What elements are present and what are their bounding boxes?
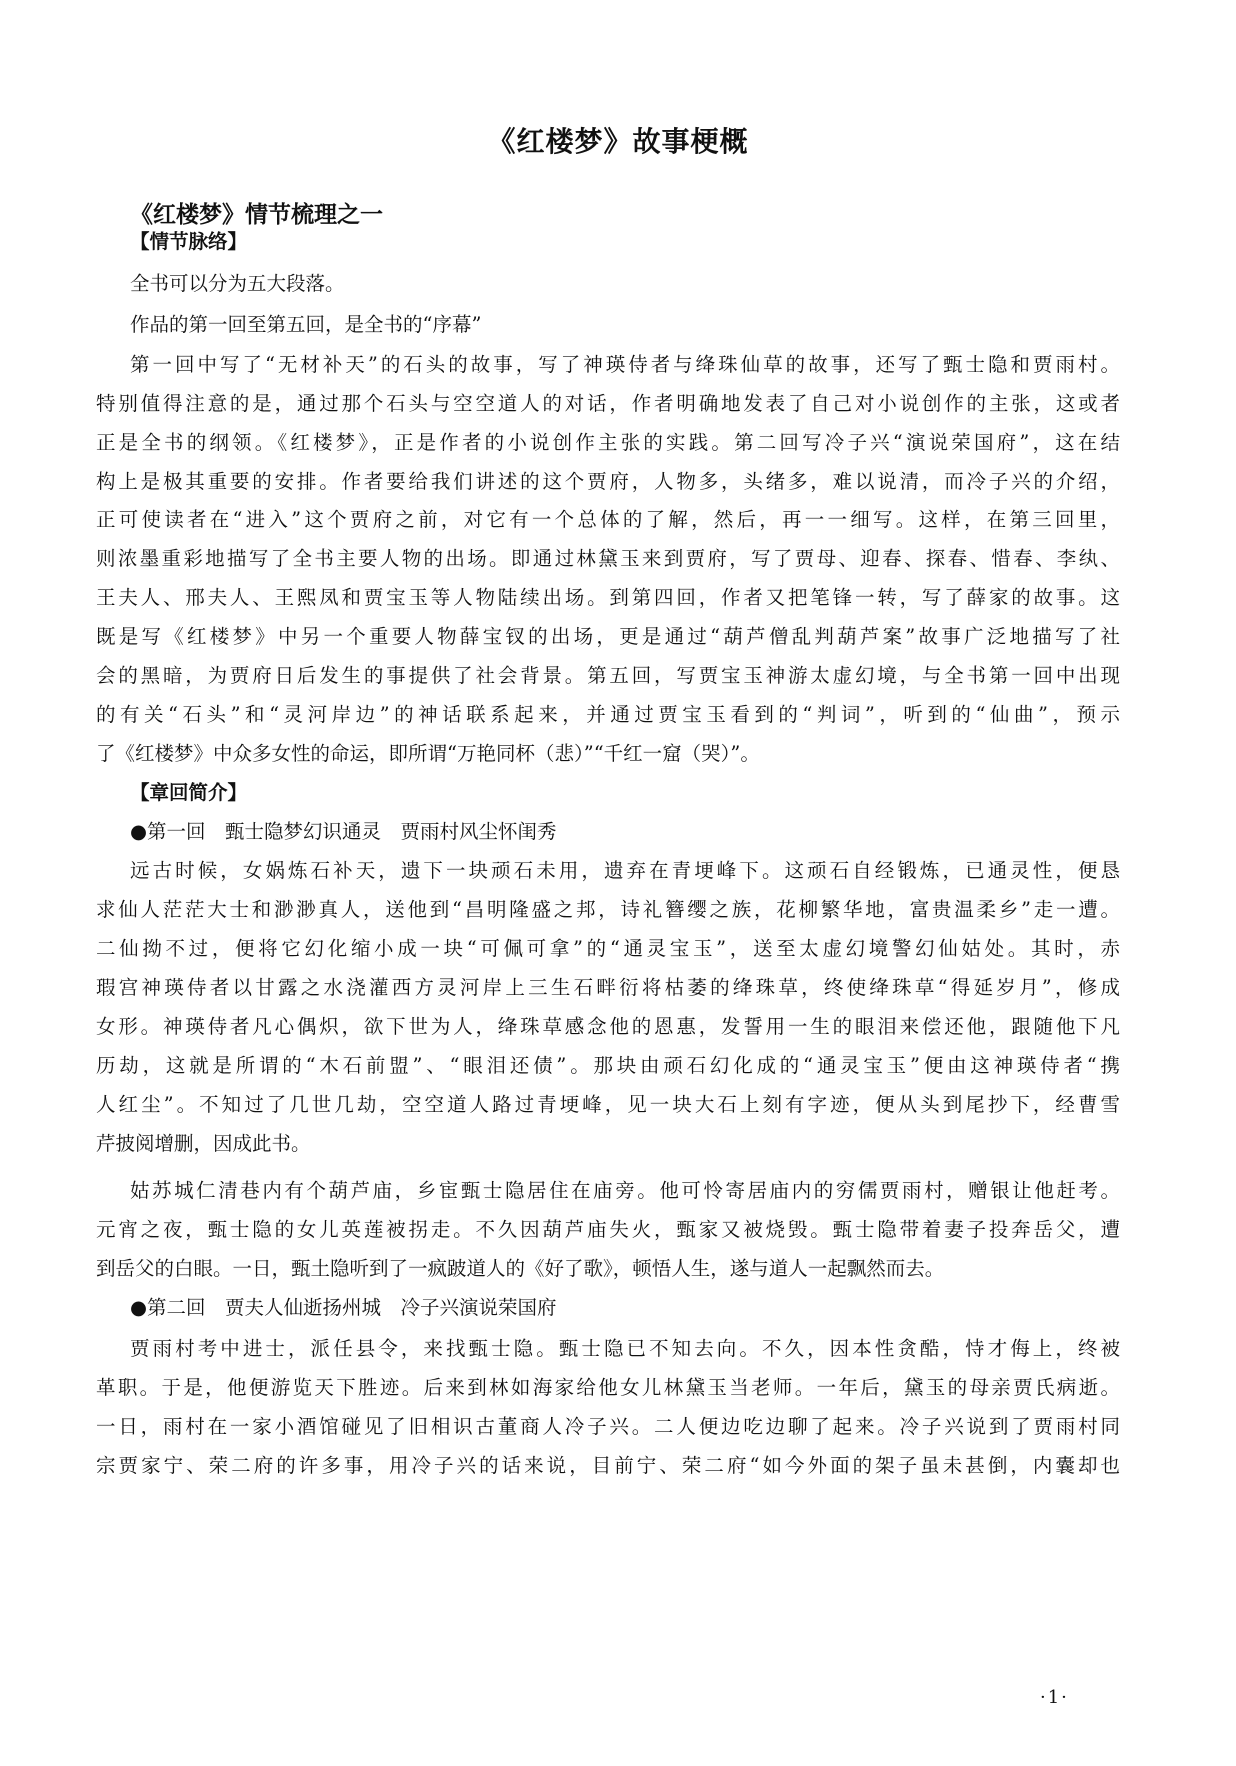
text-line: 一日，雨村在一家小酒馆碰见了旧相识古董商人冷子兴。二人便边吃边聊了起来。冷子兴说到了贾雨村同 (96, 1415, 1120, 1438)
text-line: 的有关“石头”和“灵河岸边”的神话联系起来，并通过贾宝玉看到的“判词”，听到的“仙曲”，预示 (96, 703, 1120, 726)
text-line: 二仙拗不过，便将它幻化缩小成一块“可佩可拿”的“通灵宝玉”，送至太虚幻境警幻仙姑处。其时，赤 (96, 937, 1120, 960)
text-line: 求仙人茫茫大士和渺渺真人，送他到“昌明隆盛之邦，诗礼簪缨之族，花柳繁华地，富贵温柔乡”走一遭。 (96, 898, 1120, 921)
text-line: 正是全书的纲领。《红楼梦》，正是作者的小说创作主张的实践。第二回写冷子兴“演说荣国府”，这在结 (96, 431, 1120, 454)
text-line: 全书可以分为五大段落。 (130, 272, 345, 295)
chapter-title-2: ●第二回 贾夫人仙逝扬州城 冷子兴演说荣国府 (130, 1296, 557, 1319)
text-line: 元宵之夜，甄士隐的女儿英莲被拐走。不久因葫芦庙失火，甄家又被烧毁。甄士隐带着妻子投奔岳父，遭 (96, 1218, 1120, 1241)
page-number: ·1· (1040, 1687, 1069, 1708)
text-line: 远古时候，女娲炼石补天，遗下一块顽石未用，遗弃在青埂峰下。这顽石自经锻炼，已通灵性，便恳 (130, 859, 1120, 882)
text-line: 宗贾家宁、荣二府的许多事，用冷子兴的话来说，目前宁、荣二府“如今外面的架子虽未甚倒，内囊却也 (96, 1454, 1120, 1477)
page-title: 《红楼梦》故事梗概 (487, 125, 749, 158)
text-line: 第一回中写了“无材补天”的石头的故事，写了神瑛侍者与绛珠仙草的故事，还写了甄士隐和贾雨村。 (130, 353, 1120, 376)
text-line: 姑苏城仁清巷内有个葫芦庙，乡宦甄士隐居住在庙旁。他可怜寄居庙内的穷儒贾雨村，赠银让他赶考。 (130, 1179, 1120, 1202)
text-line: 正可使读者在“进入”这个贾府之前，对它有一个总体的了解，然后，再一一细写。这样，在第三回里， (96, 508, 1120, 531)
section-heading-chapters: 【章回简介】 (130, 781, 248, 804)
text-line: 作品的第一回至第五回，是全书的“序幕” (130, 313, 482, 336)
text-line: 到岳父的白眼。一日，甄土隐听到了一疯跛道人的《好了歌》，顿悟人生，遂与道人一起飘然而去。 (96, 1257, 945, 1280)
text-line: 人红尘”。不知过了几世几劫，空空道人路过青埂峰，见一块大石上刻有字迹，便从头到尾抄下，经曹雪 (96, 1093, 1120, 1116)
text-line: 瑕宫神瑛侍者以甘露之水浇灌西方灵河岸上三生石畔衍将枯萎的绛珠草，终使绛珠草“得延岁月”，修成 (96, 976, 1120, 999)
chapter-title-1: ●第一回 甄士隐梦幻识通灵 贾雨村风尘怀闺秀 (130, 820, 557, 843)
text-line: 会的黑暗，为贾府日后发生的事提供了社会背景。第五回，写贾宝玉神游太虚幻境，与全书第一回中出现 (96, 664, 1120, 687)
text-line: 了《红楼梦》中众多女性的命运，即所谓“万艳同杯（悲）”“千红一窟（哭）”。 (96, 742, 760, 765)
text-line: 革职。于是，他便游览天下胜迹。后来到林如海家给他女儿林黛玉当老师。一年后，黛玉的母亲贾氏病逝。 (96, 1376, 1120, 1399)
section-heading-plot: 【情节脉络】 (130, 230, 248, 253)
text-line: 既是写《红楼梦》中另一个重要人物薛宝钗的出场，更是通过“葫芦僧乱判葫芦案”故事广泛地描写了社 (96, 625, 1120, 648)
text-line: 构上是极其重要的安排。作者要给我们讲述的这个贾府，人物多，头绪多，难以说清，而冷子兴的介绍， (96, 470, 1120, 493)
text-line: 特别值得注意的是，通过那个石头与空空道人的对话，作者明确地发表了自己对小说创作的主张，这或者 (96, 392, 1120, 415)
text-line: 贾雨村考中进士，派任县令，来找甄士隐。甄士隐已不知去向。不久，因本性贪酷，恃才侮上，终被 (130, 1337, 1120, 1360)
text-line: 女形。神瑛侍者凡心偶炽，欲下世为人，绛珠草感念他的恩惠，发誓用一生的眼泪来偿还他，跟随他下凡 (96, 1015, 1120, 1038)
text-line: 则浓墨重彩地描写了全书主要人物的出场。即通过林黛玉来到贾府，写了贾母、迎春、探春、惜春、李纨、 (96, 547, 1120, 570)
text-line: 王夫人、邢夫人、王熙凤和贾宝玉等人物陆续出场。到第四回，作者又把笔锋一转，写了薛家的故事。这 (96, 586, 1120, 609)
section-subtitle: 《红楼梦》情节梳理之一 (130, 202, 383, 228)
text-line: 历劫，这就是所谓的“木石前盟”、“眼泪还债”。那块由顽石幻化成的“通灵宝玉”便由这神瑛侍者“携 (96, 1054, 1120, 1077)
text-line: 芹披阅增删，因成此书。 (96, 1132, 311, 1155)
